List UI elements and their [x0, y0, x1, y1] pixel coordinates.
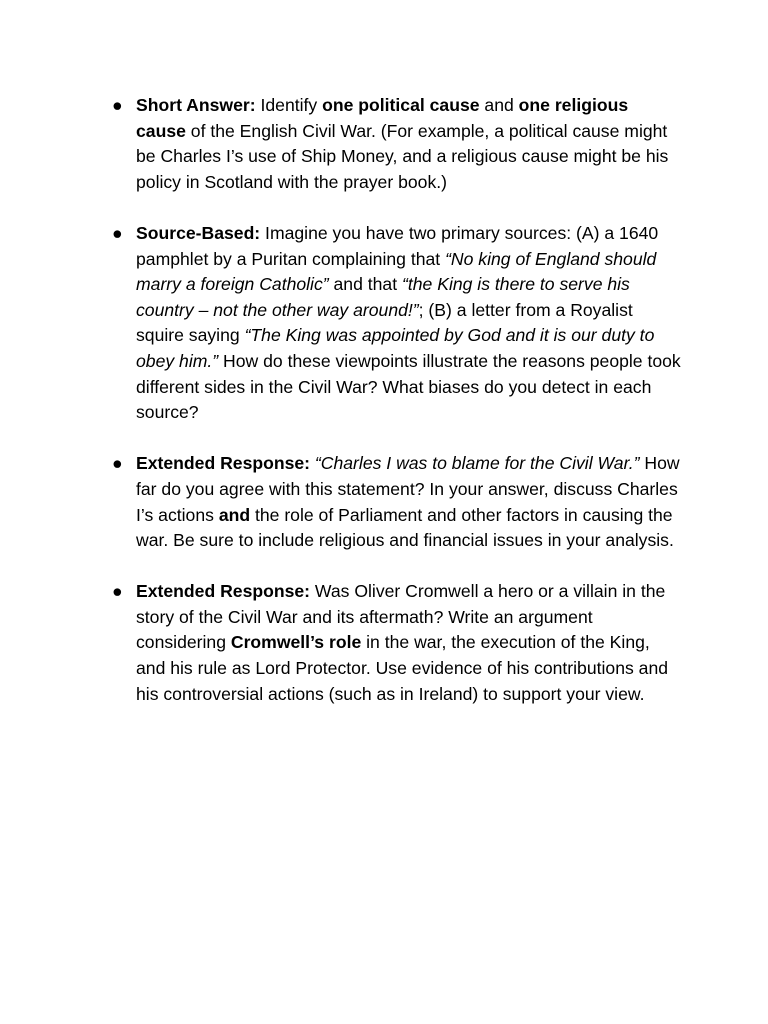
text-run: Was Oliver Cromwell a hero or a villain in the story of the Civil War and its aftermath? Write an argument considering: [136, 581, 666, 653]
quotation-text: “The King was appointed by God and it is our duty to obey him.”: [136, 325, 655, 371]
text-run: the role of Parliament and other factors in causing the war. Be sure to include religious and financial issues in your analysis.: [136, 504, 674, 551]
bullet-icon: ●: [112, 95, 123, 115]
question-label: Short Answer:: [136, 95, 256, 115]
text-run: Imagine you have two primary sources: (A) a 1640 pamphlet by a Puritan complaining that: [136, 222, 659, 269]
text-run: Identify: [255, 95, 323, 115]
question-text: [136, 581, 668, 703]
text-run: of the English Civil War. (For example, a political cause might be Charles I’s use of Ship Money, and a religious cause might be his policy in Scotland with the prayer book.): [136, 120, 669, 192]
text-run: How far do you agree with this statement? In your answer, discuss Charles I’s actions: [136, 453, 680, 525]
question-text: [136, 223, 681, 422]
text-run: ; (B) a letter from a Royalist squire saying: [136, 299, 633, 346]
question-label: Source-Based:: [136, 222, 261, 243]
text-run: How do these viewpoints illustrate the reasons people took different sides in the Civil War? What biases do you detect in each source?: [136, 350, 681, 423]
question-item-1: [112, 93, 682, 195]
text-run: and that: [328, 274, 402, 295]
emphasis-text: Cromwell’s role: [230, 632, 362, 653]
quotation-text: “the King is there to serve his country – not the other way around!”: [136, 274, 630, 320]
bullet-icon: ●: [112, 453, 123, 474]
bullet-icon: ●: [112, 222, 123, 243]
question-text: [136, 453, 680, 550]
emphasis-text: one religious cause: [136, 95, 629, 141]
question-item-3: [112, 451, 682, 553]
question-label: Extended Response:: [136, 453, 311, 474]
question-text: [136, 95, 668, 192]
question-list: [112, 93, 682, 733]
emphasis-text: one political cause: [322, 95, 480, 115]
bullet-icon: ●: [112, 581, 123, 602]
quotation-text: “Charles I was to blame for the Civil War.”: [314, 453, 640, 474]
question-item-2: [112, 221, 682, 426]
question-item-4: [112, 579, 682, 707]
text-run: in the war, the execution of the King, and his rule as Lord Protector. Use evidence of his contributions and his controversial actions (such as in Ireland) to support your view.: [136, 632, 669, 704]
text-run: and: [479, 95, 519, 115]
question-label: Extended Response:: [136, 581, 311, 602]
emphasis-text: and: [218, 504, 251, 525]
quotation-text: “No king of England should marry a foreign Catholic”: [136, 248, 657, 295]
